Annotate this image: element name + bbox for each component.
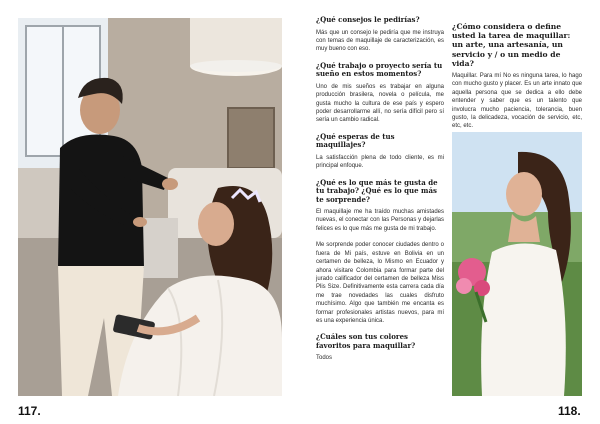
qa-block [452,22,582,131]
answer-paragraph: La satisfacción plena de todo cliente, es mi principal enfoque. [316,154,444,170]
question-heading: ¿Cómo considera o define usted la tarea de maquillar: un arte, una artesanía, un servicio y / o un medio de vida? [452,22,571,68]
answer-paragraph: Me sorprende poder conocer ciudades dentro o fuera de Mi país, estuve en Bolivia en un certamen de belleza, lo Mismo en Ecuador y ahora visitare Colombia para formar parte del jurado calificador del certamen de belleza Miss Plis Size. Definitivamente esta carrera cada día me trae novedades las cuales disfruto muchísimo. Algo que también me encanta es formar profesionales artistas nuevos, para mí es una experiencia única. [316,242,444,324]
answer-paragraph: Uno de mis sueños es trabajar en alguna producción brasilera, novela o película, me gusta mucho la cultura de ese país y espero poder desarrollarme allí, no sería difícil pero sí sería un cambio radical. [316,83,444,124]
answer-paragraph: Todos [316,355,333,362]
answer-paragraph: Más que un consejo le pediría que me instruya con temas de maquillaje de caracterización, es muy bueno con eso. [316,29,444,53]
question-heading: ¿Qué esperas de tus maquillajes? [316,131,395,150]
qa-block [316,179,444,234]
question-heading: ¿Qué es lo que más te gusta de tu trabajo? ¿Qué es lo que más te sorprende? [316,177,438,204]
qa-block [316,62,444,125]
answer-paragraph: Maquillar. Para mí No es ninguna tarea, lo hago con mucho gusto y placer. Es un arte innato que aquella persona que se dedica a ello debe entender y saber que es un talento que involucra mucho paciencia, tolerancia, buen gusto, la delicadeza, vocación de servicio, etc, etc, etc. [452,73,582,130]
question-heading: ¿Qué trabajo o proyecto sería tu sueño en estos momentos? [316,60,443,79]
qa-block [316,16,444,54]
question-heading: ¿Qué consejos le pedirías? [316,15,420,24]
bride-portrait-photo [452,132,582,396]
page-number-right: 118. [558,404,581,418]
answer-paragraph: El maquillaje me ha traído muchas amistades nuevas, el conectar con las Personas y dejarlas felices es lo que más me gusta de mi trabajo. [316,209,444,232]
bride-portrait-illustration [452,132,582,396]
makeup-artist-photo [18,18,282,396]
interview-column-right [452,22,582,139]
page-number-left: 117. [18,404,41,418]
qa-block [316,241,444,325]
interview-column-left [316,16,444,371]
question-heading: ¿Cuáles son tus colores favoritos para maquillar? [316,332,416,350]
qa-block [316,133,444,171]
makeup-scene-illustration [18,18,282,396]
qa-block [316,333,444,362]
